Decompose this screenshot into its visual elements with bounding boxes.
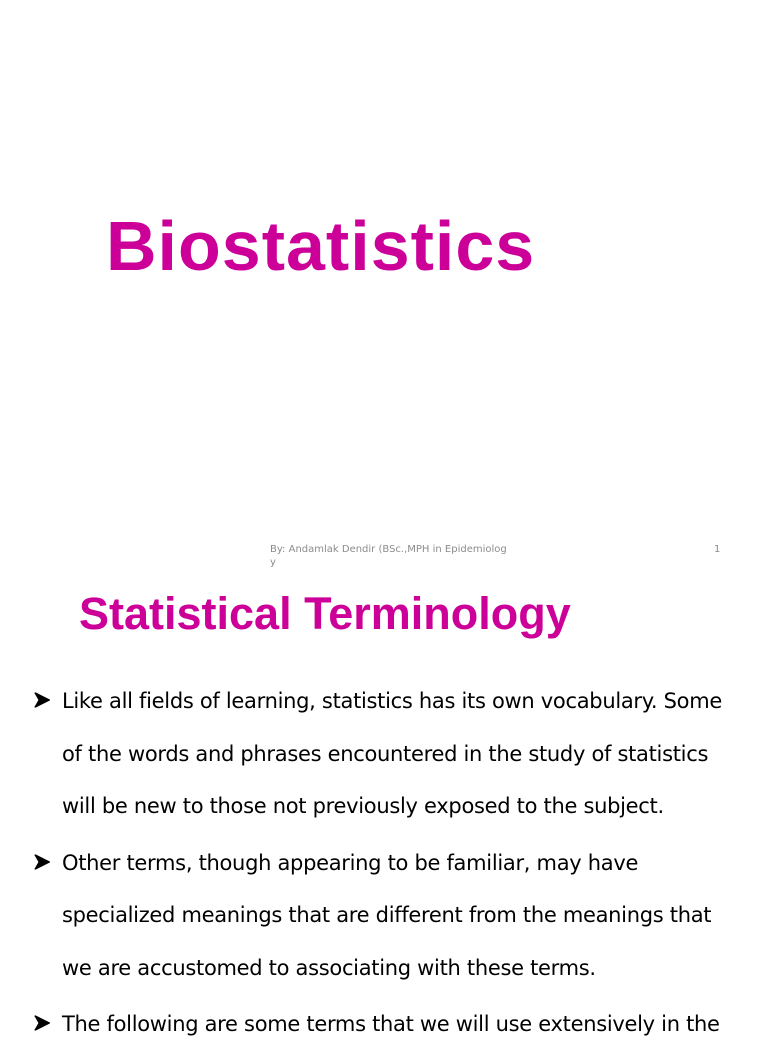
bullet-list [34, 675, 734, 1055]
slide-title-biostatistics: Biostatistics [106, 207, 536, 285]
arrowhead-bullet-icon [34, 837, 56, 889]
footer-author: By: Andamlak Dendir (BSc.,MPH in Epidemiology [270, 544, 507, 568]
bullet-text: Like all fields of learning, statistics has its own vocabulary. Some of the words and phrases encountered in the study of statistics will be new to those not previously exposed to the subject. [62, 689, 722, 818]
bullet-item [34, 837, 734, 995]
page-number: 1 [714, 544, 721, 555]
bullet-item [34, 998, 734, 1051]
bullet-text: Other terms, though appearing to be familiar, may have specialized meanings that are different from the meanings that we are accustomed to associating with these terms. [62, 850, 712, 980]
slide-title-statistical-terminology: Statistical Terminology [79, 588, 571, 639]
bullet-item [34, 675, 734, 833]
bullet-text: The following are some terms that we will use extensively in the [62, 1012, 720, 1036]
arrowhead-bullet-icon [34, 998, 56, 1050]
arrowhead-bullet-icon [34, 675, 56, 727]
